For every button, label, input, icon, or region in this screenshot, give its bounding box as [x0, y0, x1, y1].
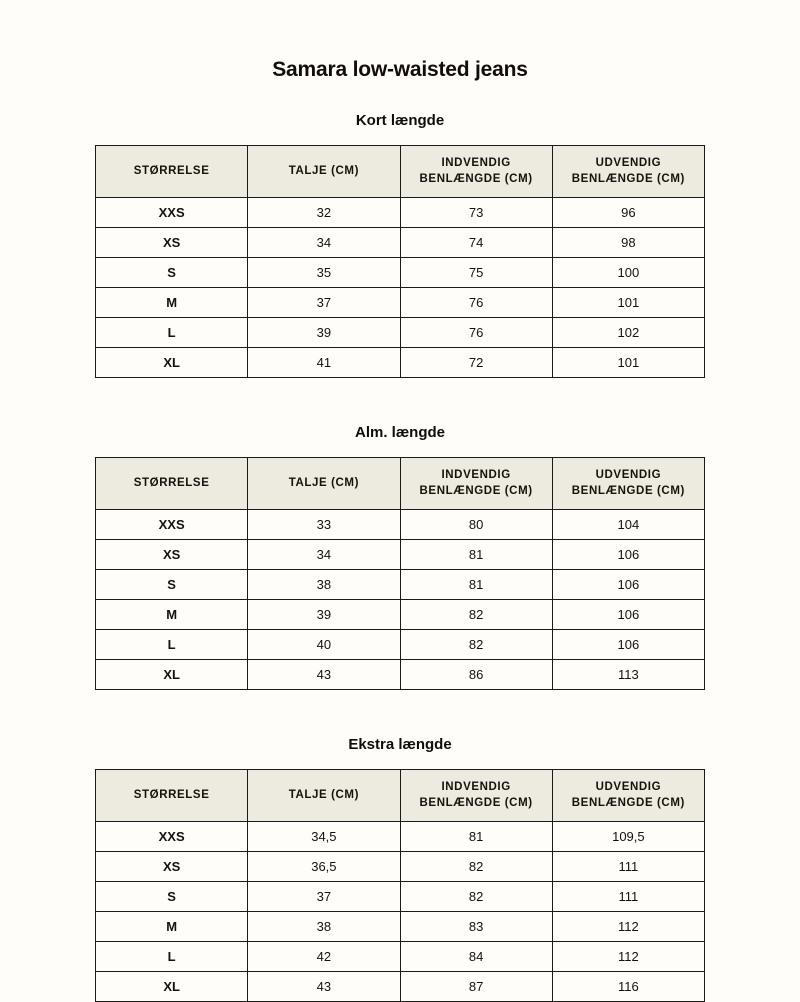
- table-row: [96, 882, 705, 912]
- measurement-cell: 106: [552, 570, 704, 600]
- table-row: [96, 822, 705, 852]
- section-title: Kort længde: [355, 112, 445, 129]
- column-header-line: INDVENDIG: [441, 781, 511, 794]
- measurement-cell: 37: [248, 882, 400, 912]
- measurement-cell: 33: [248, 510, 400, 540]
- column-header-line: INDVENDIG: [441, 469, 511, 482]
- table-row: [96, 348, 705, 378]
- size-cell: L: [96, 318, 248, 348]
- measurement-cell: 34: [248, 540, 400, 570]
- column-header-line: UDVENDIG: [595, 157, 662, 169]
- size-section: [0, 424, 800, 690]
- table-row: [96, 510, 705, 540]
- column-header-line: TALJE (CM): [288, 164, 360, 177]
- size-table: [95, 457, 705, 690]
- measurement-cell: 76: [400, 288, 552, 318]
- table-row: [96, 630, 705, 660]
- measurement-cell: 98: [552, 228, 704, 258]
- size-section: [0, 736, 800, 1002]
- measurement-cell: 106: [552, 600, 704, 630]
- size-cell: XXS: [96, 198, 248, 228]
- measurement-cell: 42: [248, 942, 400, 972]
- table-row: [96, 972, 705, 1002]
- column-header-line: UDVENDIG: [595, 469, 662, 482]
- size-cell: XS: [96, 540, 248, 570]
- column-header: [400, 770, 552, 822]
- measurement-cell: 34,5: [248, 822, 400, 852]
- column-header-line: UDVENDIG: [595, 781, 662, 794]
- table-header-row: [96, 770, 705, 822]
- size-cell: XS: [96, 852, 248, 882]
- measurement-cell: 102: [552, 318, 704, 348]
- measurement-cell: 87: [400, 972, 552, 1002]
- measurement-cell: 100: [552, 258, 704, 288]
- measurement-cell: 83: [400, 912, 552, 942]
- measurement-cell: 72: [400, 348, 552, 378]
- measurement-cell: 84: [400, 942, 552, 972]
- measurement-cell: 106: [552, 540, 704, 570]
- column-header: [96, 146, 248, 198]
- column-header: [400, 146, 552, 198]
- measurement-cell: 39: [248, 600, 400, 630]
- measurement-cell: 109,5: [552, 822, 704, 852]
- table-row: [96, 258, 705, 288]
- size-cell: XL: [96, 348, 248, 378]
- column-header-line: STØRRELSE: [133, 476, 210, 489]
- size-cell: XL: [96, 972, 248, 1002]
- measurement-cell: 43: [248, 660, 400, 690]
- table-row: [96, 942, 705, 972]
- measurement-cell: 82: [400, 630, 552, 660]
- size-section: [0, 112, 800, 378]
- table-row: [96, 318, 705, 348]
- measurement-cell: 75: [400, 258, 552, 288]
- measurement-cell: 35: [248, 258, 400, 288]
- size-table: [95, 145, 705, 378]
- size-cell: XXS: [96, 510, 248, 540]
- column-header: [248, 458, 400, 510]
- column-header-line: BENLÆNGDE (CM): [571, 796, 685, 809]
- column-header-line: TALJE (CM): [288, 476, 360, 489]
- table-header-row: [96, 458, 705, 510]
- size-cell: M: [96, 912, 248, 942]
- column-header-line: STØRRELSE: [133, 164, 210, 177]
- measurement-cell: 101: [552, 348, 704, 378]
- measurement-cell: 112: [552, 912, 704, 942]
- column-header-line: BENLÆNGDE (CM): [419, 172, 533, 185]
- section-title: Alm. længde: [354, 424, 445, 442]
- table-header-row: [96, 146, 705, 198]
- column-header-line: BENLÆNGDE (CM): [419, 796, 533, 809]
- column-header-line: STØRRELSE: [133, 788, 210, 801]
- size-cell: L: [96, 630, 248, 660]
- column-header-line: BENLÆNGDE (CM): [419, 484, 533, 497]
- measurement-cell: 106: [552, 630, 704, 660]
- measurement-cell: 74: [400, 228, 552, 258]
- measurement-cell: 81: [400, 570, 552, 600]
- column-header-line: INDVENDIG: [441, 157, 511, 169]
- page-title: Samara low-waisted jeans: [272, 58, 528, 81]
- size-cell: XS: [96, 228, 248, 258]
- column-header-line: TALJE (CM): [288, 788, 360, 801]
- measurement-cell: 82: [400, 600, 552, 630]
- table-row: [96, 570, 705, 600]
- table-row: [96, 660, 705, 690]
- measurement-cell: 104: [552, 510, 704, 540]
- column-header: [96, 770, 248, 822]
- table-row: [96, 912, 705, 942]
- table-row: [96, 228, 705, 258]
- size-cell: S: [96, 882, 248, 912]
- size-cell: XXS: [96, 822, 248, 852]
- measurement-cell: 36,5: [248, 852, 400, 882]
- table-row: [96, 600, 705, 630]
- measurement-cell: 111: [552, 852, 704, 882]
- table-row: [96, 288, 705, 318]
- measurement-cell: 112: [552, 942, 704, 972]
- measurement-cell: 80: [400, 510, 552, 540]
- measurement-cell: 43: [248, 972, 400, 1002]
- measurement-cell: 96: [552, 198, 704, 228]
- measurement-cell: 39: [248, 318, 400, 348]
- measurement-cell: 34: [248, 228, 400, 258]
- column-header: [400, 458, 552, 510]
- measurement-cell: 82: [400, 882, 552, 912]
- measurement-cell: 116: [552, 972, 704, 1002]
- measurement-cell: 40: [248, 630, 400, 660]
- size-cell: XL: [96, 660, 248, 690]
- measurement-cell: 111: [552, 882, 704, 912]
- measurement-cell: 101: [552, 288, 704, 318]
- column-header: [248, 770, 400, 822]
- size-tables-container: [0, 112, 800, 1002]
- measurement-cell: 37: [248, 288, 400, 318]
- measurement-cell: 86: [400, 660, 552, 690]
- size-cell: M: [96, 288, 248, 318]
- size-cell: L: [96, 942, 248, 972]
- measurement-cell: 41: [248, 348, 400, 378]
- size-cell: S: [96, 570, 248, 600]
- table-row: [96, 852, 705, 882]
- measurement-cell: 38: [248, 912, 400, 942]
- table-row: [96, 540, 705, 570]
- column-header: [96, 458, 248, 510]
- measurement-cell: 82: [400, 852, 552, 882]
- column-header: [552, 770, 704, 822]
- measurement-cell: 81: [400, 540, 552, 570]
- size-cell: M: [96, 600, 248, 630]
- column-header-line: BENLÆNGDE (CM): [571, 172, 685, 185]
- column-header: [248, 146, 400, 198]
- measurement-cell: 38: [248, 570, 400, 600]
- measurement-cell: 113: [552, 660, 704, 690]
- measurement-cell: 32: [248, 198, 400, 228]
- column-header: [552, 458, 704, 510]
- size-cell: S: [96, 258, 248, 288]
- measurement-cell: 73: [400, 198, 552, 228]
- table-row: [96, 198, 705, 228]
- size-table: [95, 769, 705, 1002]
- measurement-cell: 76: [400, 318, 552, 348]
- section-title: Ekstra længde: [348, 736, 452, 754]
- column-header: [552, 146, 704, 198]
- measurement-cell: 81: [400, 822, 552, 852]
- column-header-line: BENLÆNGDE (CM): [571, 484, 685, 497]
